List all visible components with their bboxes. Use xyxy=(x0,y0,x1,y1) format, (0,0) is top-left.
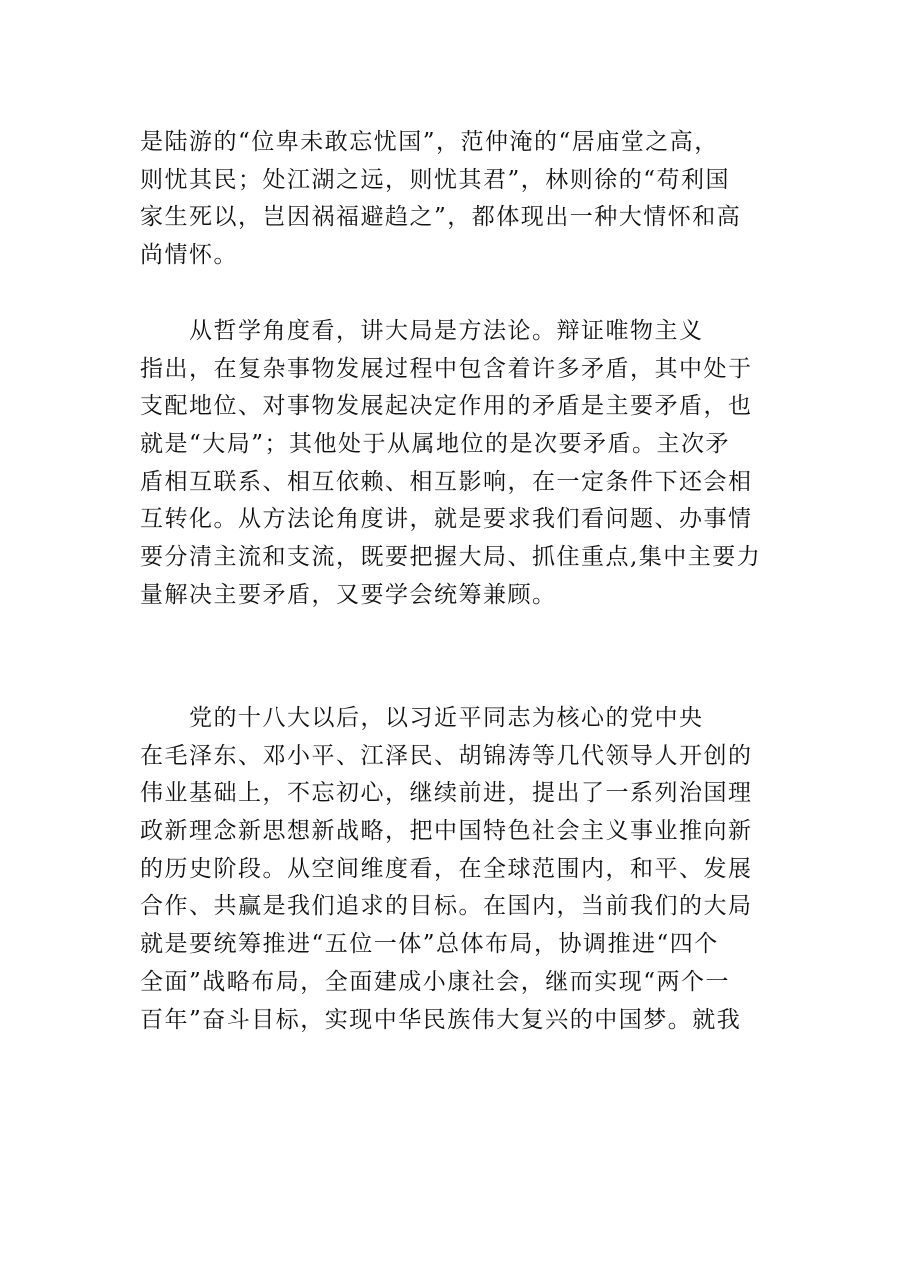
paragraph-line: 党的十八大以后，以习近平同志为核心的党中央 xyxy=(140,705,704,731)
paragraph-line: 尚情怀。 xyxy=(140,242,238,269)
paragraph-3 xyxy=(140,700,770,1039)
paragraph-line: 从哲学角度看，讲大局是方法论。辩证唯物主义 xyxy=(140,318,704,344)
paragraph-line: 在毛泽东、邓小平、江泽民、胡锦涛等几代领导人开创的 xyxy=(140,742,753,769)
paragraph-line: 就是要统筹推进“五位一体”总体布局，协调推进“四个 xyxy=(140,931,719,958)
paragraph-line: 合作、共赢是我们追求的目标。在国内，当前我们的大局 xyxy=(140,893,753,920)
paragraph-line: 盾相互联系、相互依赖、相互影响，在一定条件下还会相 xyxy=(140,468,753,495)
paragraph-line: 指出，在复杂事物发展过程中包含着许多矛盾，其中处于 xyxy=(140,355,753,382)
paragraph-line: 政新理念新思想新战略，把中国特色社会主义事业推向新 xyxy=(140,818,753,845)
paragraph-line: 家生死以，岂因祸福避趋之”，都体现出一种大情怀和高 xyxy=(140,204,742,231)
paragraph-line: 的历史阶段。从空间维度看，在全球范围内，和平、发展 xyxy=(140,855,753,882)
paragraph-1 xyxy=(140,124,770,275)
paragraph-line: 互转化。从方法论角度讲，就是要求我们看问题、办事情 xyxy=(140,506,753,533)
paragraph-line: 就是“大局”；其他处于从属地位的是次要矛盾。主次矛 xyxy=(140,431,731,458)
paragraph-line: 百年”奋斗目标，实现中华民族伟大复兴的中国梦。就我 xyxy=(140,1006,742,1033)
paragraph-line: 伟业基础上，不忘初心，继续前进，提出了一系列治国理 xyxy=(140,780,753,807)
paragraph-2 xyxy=(140,313,770,615)
paragraph-line: 是陆游的“位卑未敢忘忧国”，范仲淹的“居庙堂之高， xyxy=(140,129,719,155)
paragraph-line: 则忧其民；处江湖之远，则忧其君”，林则徐的“苟利国 xyxy=(140,166,731,193)
paragraph-line: 全面”战略布局，全面建成小康社会，继而实现“两个一 xyxy=(140,968,731,995)
paragraph-line: 量解决主要矛盾，又要学会统筹兼顾。 xyxy=(140,581,557,608)
paragraph-line: 支配地位、对事物发展起决定作用的矛盾是主要矛盾，也 xyxy=(140,393,753,420)
paragraph-line: 要分清主流和支流，既要把握大局、抓住重点,集中主要力 xyxy=(140,544,762,571)
